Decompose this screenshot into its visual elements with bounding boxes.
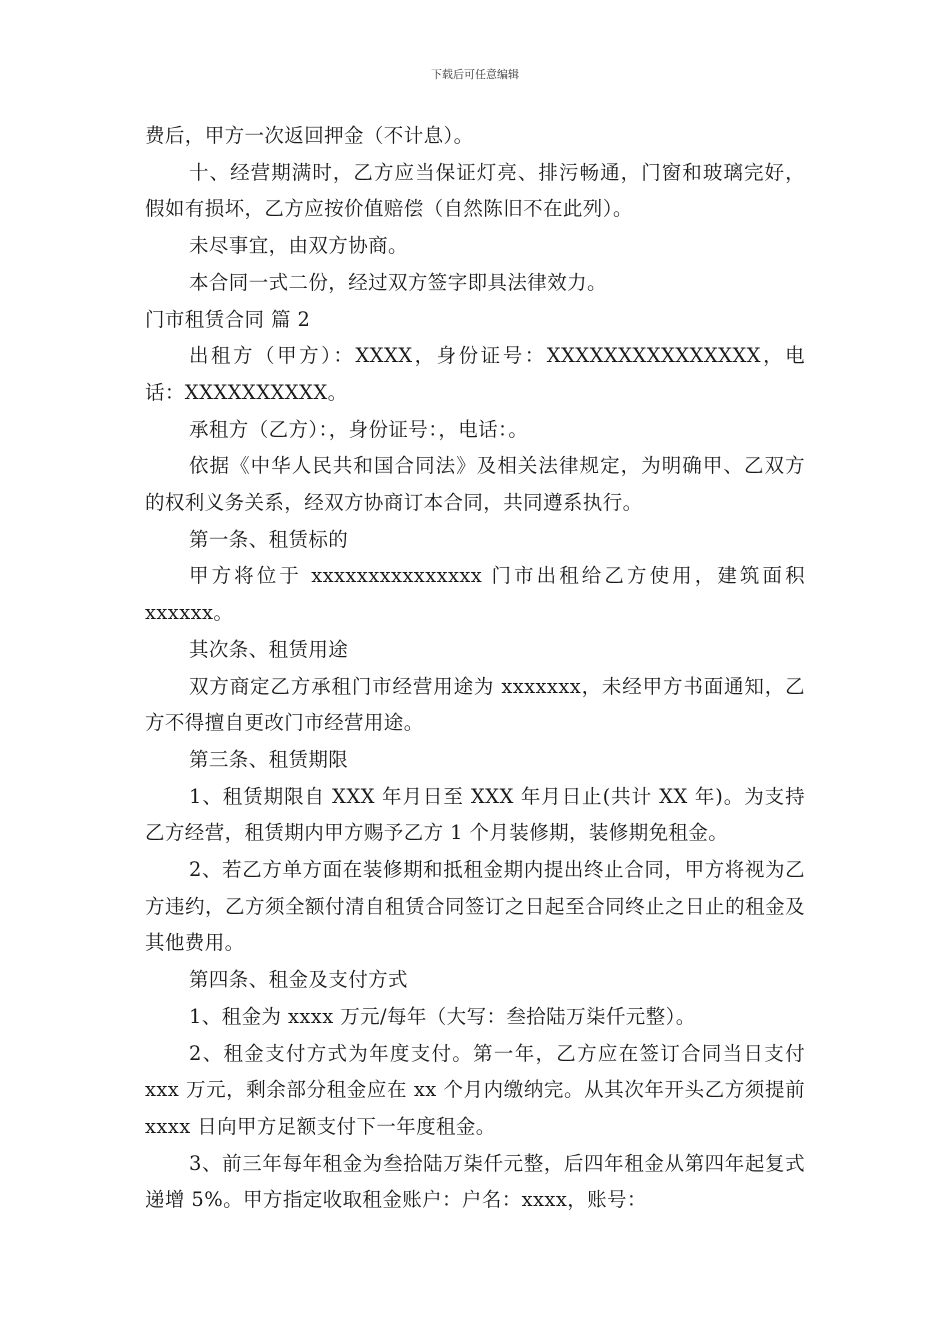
paragraph-lessee: 承租方（乙方）：，身份证号：，电话：。 — [189, 417, 529, 441]
article-heading-3: 第三条、租赁期限 — [189, 747, 349, 771]
article-heading-1: 第一条、租赁标的 — [189, 527, 349, 551]
paragraph-rent-1: 1、租金为 xxxx 万元/每年（大写：叁拾陆万柒仟元整）。 — [189, 1004, 696, 1028]
section-heading-contract-2: 门市租赁合同 篇 2 — [145, 307, 311, 331]
paragraph-unresolved-matters: 未尽事宜，由双方协商。 — [189, 234, 408, 258]
paragraph-lease-term-1: 1、租赁期限自 XXX 年月日至 XXX 年月日止(共计 XX 年)。为支持乙方经营，租赁期内甲方赐予乙方 1 个月装修期，装修期免租金。 — [145, 784, 805, 845]
page-header: 下载后可任意编辑 — [431, 68, 519, 81]
paragraph-legal-basis: 依据《中华人民共和国合同法》及相关法律规定，为明确甲、乙双方的权利义务关系，经双方协商订本合同，共同遵系执行。 — [145, 454, 805, 515]
article-heading-2: 其次条、租赁用途 — [189, 637, 349, 661]
paragraph-lease-object: 甲方将位于 xxxxxxxxxxxxxxx 门市出租给乙方使用，建筑面积xxxxxx。 — [145, 564, 805, 625]
article-heading-4: 第四条、租金及支付方式 — [189, 968, 408, 992]
paragraph-copies-validity: 本合同一式二份，经过双方签字即具法律效力。 — [189, 270, 607, 294]
paragraph-deposit-return: 费后，甲方一次返回押金（不计息）。 — [145, 124, 474, 147]
paragraph-lessor: 出租方（甲方）：XXXX，身份证号：XXXXXXXXXXXXXXX，电话：XXXXXXXXXX。 — [145, 344, 805, 404]
paragraph-rent-2: 2、租金支付方式为年度支付。第一年，乙方应在签订合同当日支付 xxx 万元，剩余部分租金应在 xx 个月内缴纳完。从其次年开头乙方须提前 xxxx 日向甲方足额支付下一年度租金。 — [145, 1041, 805, 1138]
paragraph-lease-term-2: 2、若乙方单方面在装修期和抵租金期内提出终止合同，甲方将视为乙方违约，乙方须全额付清自租赁合同签订之日起至合同终止之日止的租金及其他费用。 — [145, 858, 805, 955]
document-body — [145, 118, 805, 1219]
paragraph-clause-10: 十、经营期满时，乙方应当保证灯亮、排污畅通，门窗和玻璃完好，假如有损坏，乙方应按价值赔偿（自然陈旧不在此列）。 — [145, 160, 805, 221]
paragraph-lease-purpose: 双方商定乙方承租门市经营用途为 xxxxxxx，未经甲方书面通知，乙方不得擅自更改门市经营用途。 — [145, 674, 805, 735]
paragraph-rent-3: 3、前三年每年租金为叁拾陆万柒仟元整，后四年租金从第四年起复式递增 5%。甲方指定收取租金账户：户名：xxxx，账号： — [145, 1151, 805, 1212]
